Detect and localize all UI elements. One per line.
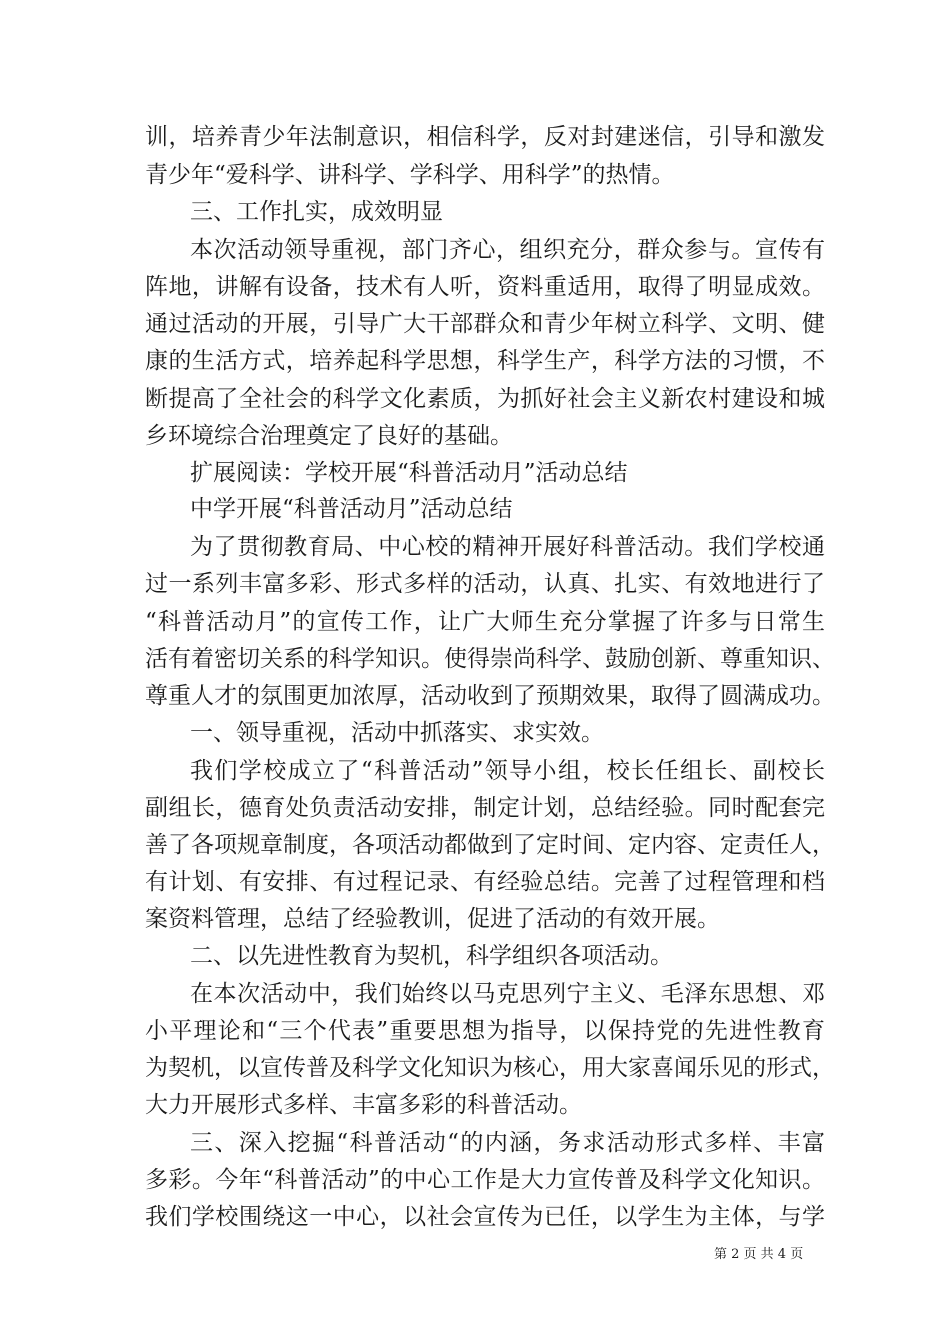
text-line: 在本次活动中，我们始终以马克思列宁主义、毛泽东思想、邓: [190, 981, 825, 1007]
text-line: 本次活动领导重视，部门齐心，组织充分，群众参与。宣传有: [190, 237, 825, 263]
extended-reading-heading: 扩展阅读：学校开展“科普活动月”活动总结: [190, 460, 628, 486]
text-line: 乡环境综合治理奠定了良好的基础。: [145, 423, 513, 449]
text-line: 善了各项规章制度，各项活动都做到了定时间、定内容、定责任人，: [145, 832, 835, 858]
text-line: 小平理论和“三个代表”重要思想为指导，以保持党的先进性教育: [145, 1018, 825, 1044]
text-line: 青少年“爱科学、讲科学、学科学、用科学”的热情。: [145, 162, 675, 188]
text-line: 为了贯彻教育局、中心校的精神开展好科普活动。我们学校通: [190, 534, 825, 560]
section-heading: 一、领导重视，活动中抓落实、求实效。: [190, 720, 604, 746]
text-line: 训，培养青少年法制意识，相信科学，反对封建迷信，引导和激发: [145, 124, 825, 150]
text-line: 我们学校围绕这一中心，以社会宣传为已任，以学生为主体，与学: [145, 1204, 825, 1230]
text-line: 大力开展形式多样、丰富多彩的科普活动。: [145, 1092, 582, 1118]
text-line: “科普活动月”的宣传工作，让广大师生充分掌握了许多与日常生: [145, 609, 825, 635]
text-line: 通过活动的开展，引导广大干部群众和青少年树立科学、文明、健: [145, 311, 825, 337]
text-line: 我们学校成立了“科普活动”领导小组，校长任组长、副校长: [190, 758, 825, 784]
text-line: 副组长，德育处负责活动安排，制定计划，总结经验。同时配套完: [145, 795, 825, 821]
text-line: 为契机，以宣传普及科学文化知识为核心，用大家喜闻乐见的形式，: [145, 1055, 835, 1081]
text-line: 案资料管理，总结了经验教训，促进了活动的有效开展。: [145, 906, 720, 932]
text-line: 断提高了全社会的科学文化素质，为抓好社会主义新农村建设和城: [145, 386, 825, 412]
text-line: 过一系列丰富多彩、形式多样的活动，认真、扎实、有效地进行了: [145, 571, 825, 597]
text-line: 活有着密切关系的科学知识。使得崇尚科学、鼓励创新、尊重知识、: [145, 646, 835, 672]
section-heading: 三、工作扎实，成效明显: [190, 199, 443, 225]
text-line: 康的生活方式，培养起科学思想，科学生产，科学方法的习惯，不: [145, 348, 825, 374]
article-title: 中学开展“科普活动月”活动总结: [190, 496, 513, 522]
section-heading: 三、深入挖掘“科普活动“的内涵，务求活动形式多样、丰富: [190, 1130, 825, 1156]
page-number: 第 2 页 共 4 页: [714, 1247, 804, 1262]
text-line: 多彩。今年“科普活动”的中心工作是大力宣传普及科学文化知识。: [145, 1167, 825, 1193]
section-heading: 二、以先进性教育为契机，科学组织各项活动。: [190, 943, 673, 969]
text-line: 尊重人才的氛围更加浓厚，活动收到了预期效果，取得了圆满成功。: [145, 683, 835, 709]
text-line: 有计划、有安排、有过程记录、有经验总结。完善了过程管理和档: [145, 869, 825, 895]
text-line: 阵地，讲解有设备，技术有人听，资料重适用，取得了明显成效。: [145, 274, 825, 300]
